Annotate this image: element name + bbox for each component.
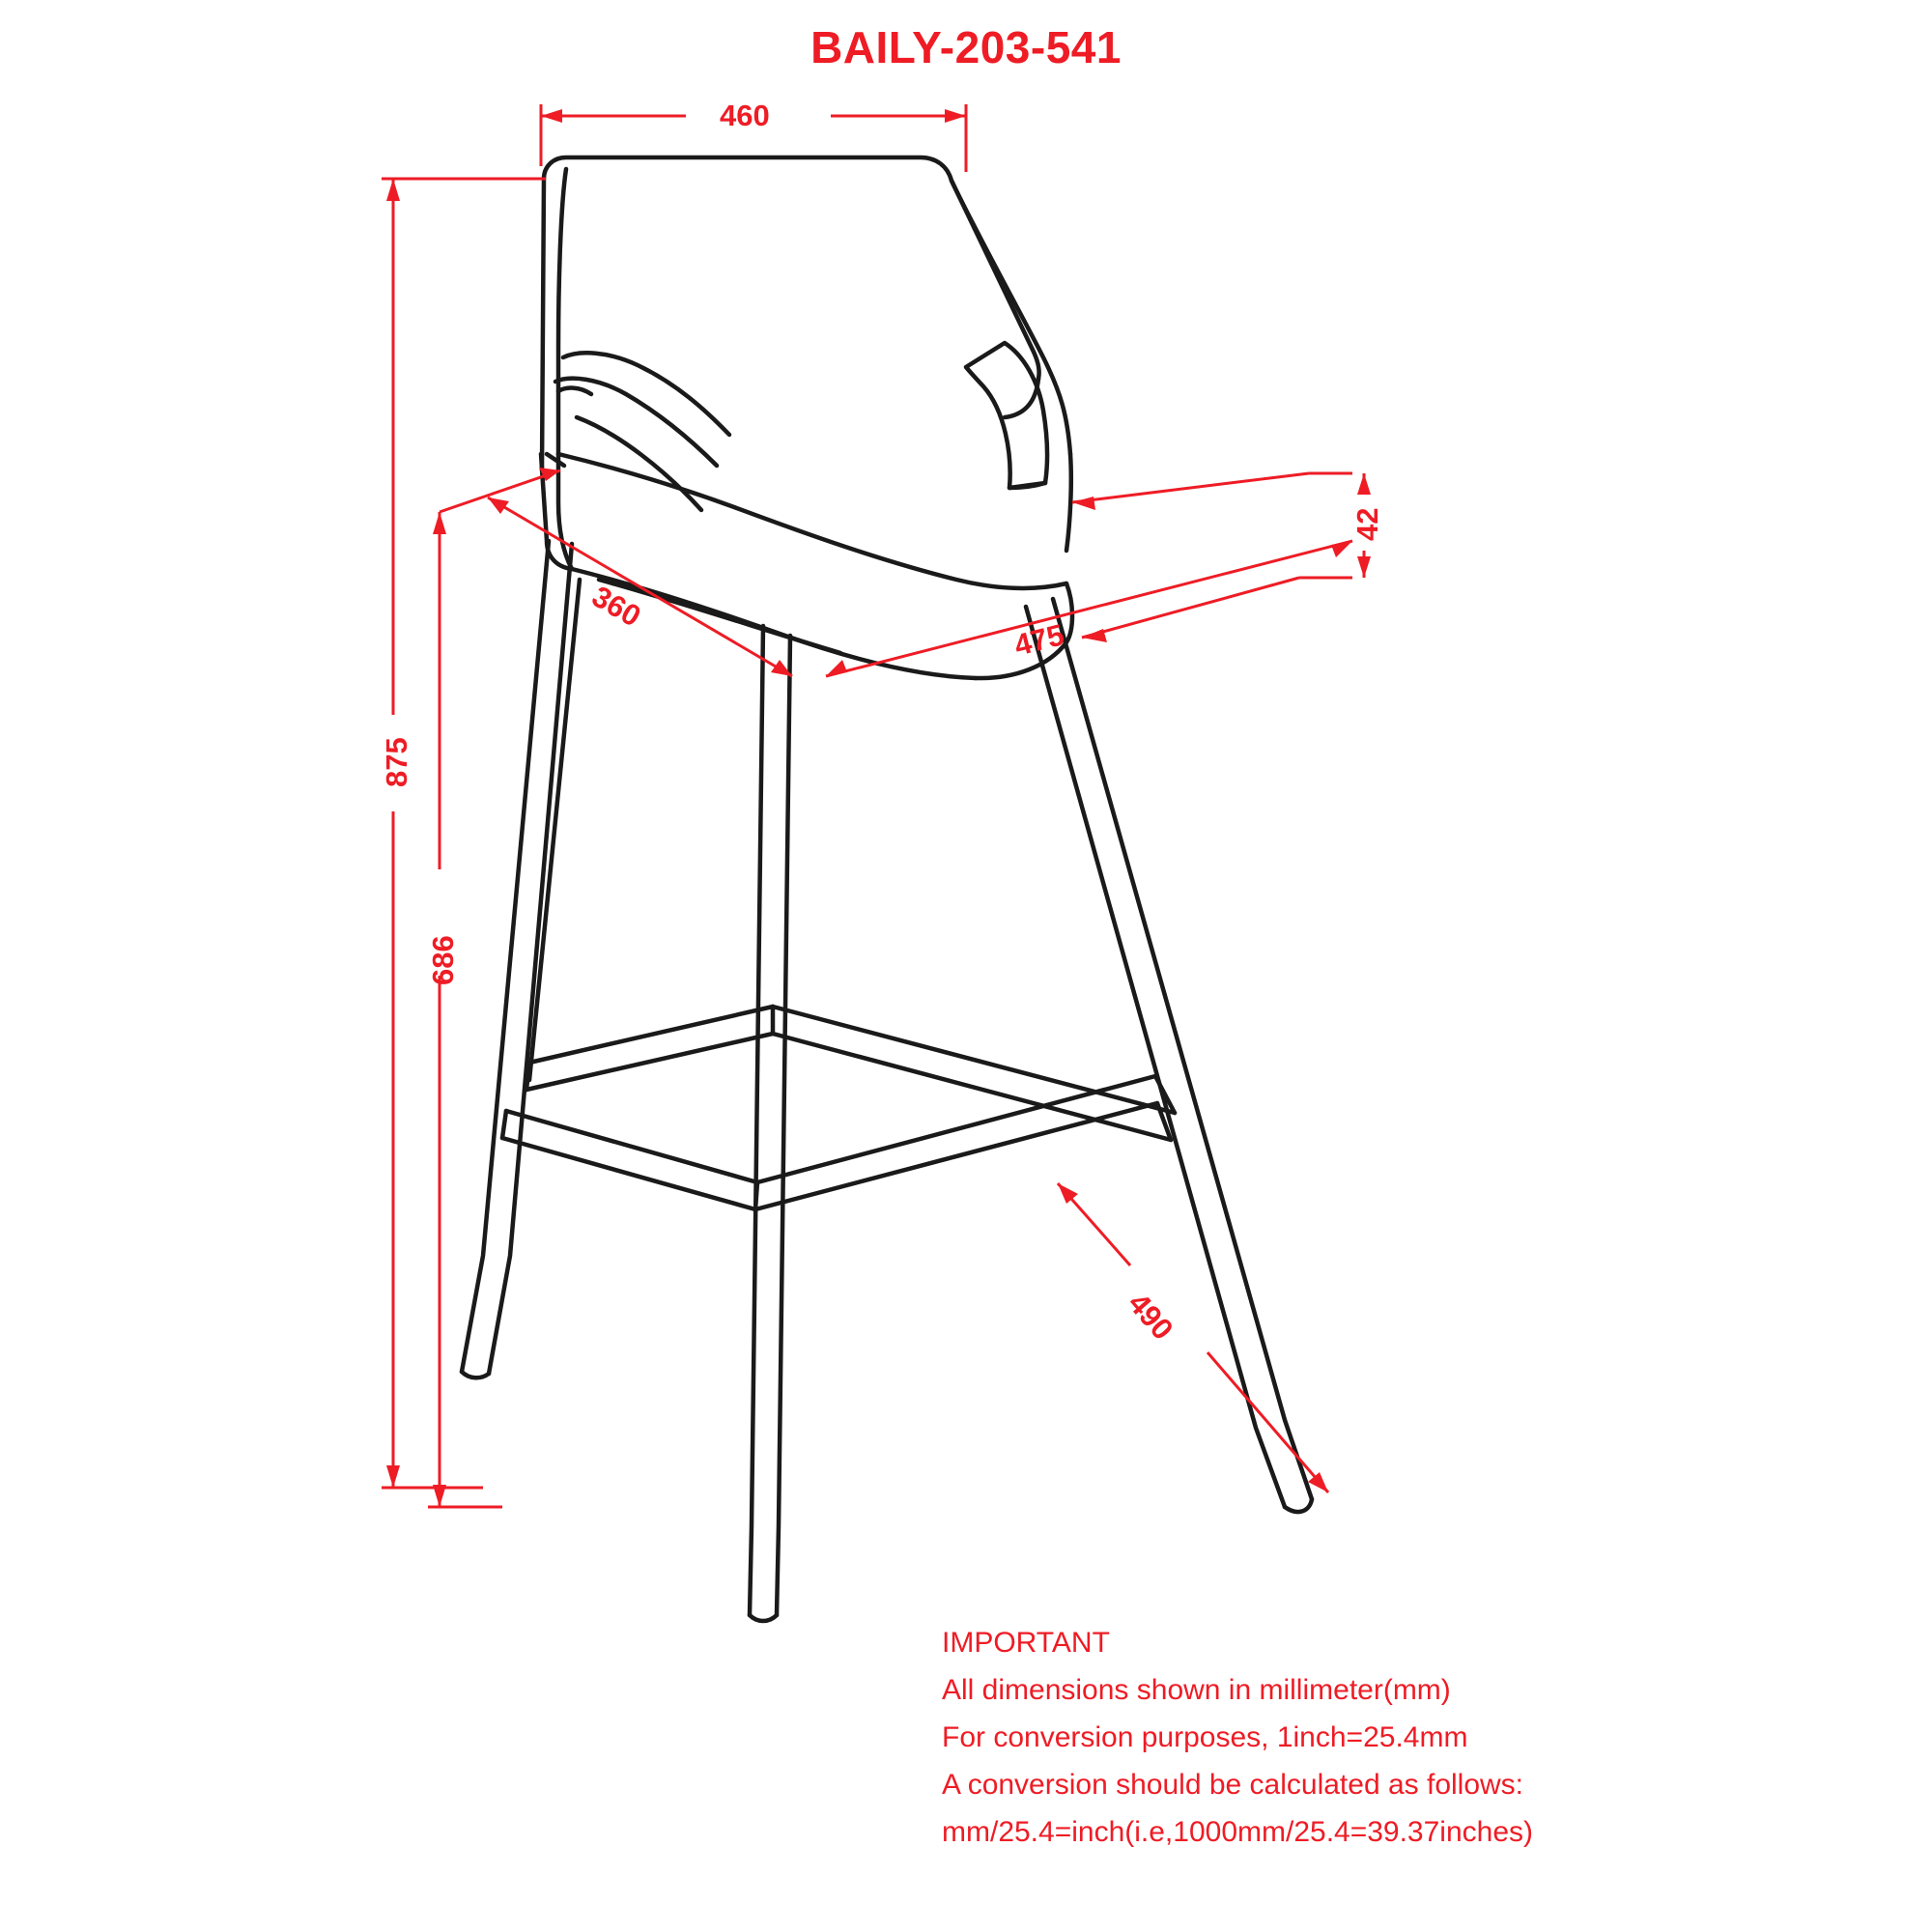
dimension-label-460: 460 bbox=[720, 99, 770, 132]
notes-line-2: For conversion purposes, 1inch=25.4mm bbox=[942, 1721, 1468, 1753]
notes-heading: IMPORTANT bbox=[942, 1627, 1110, 1659]
stool-body-outline bbox=[462, 157, 1312, 1621]
important-notes bbox=[942, 1619, 1533, 1856]
notes-line-1: All dimensions shown in millimeter(mm) bbox=[942, 1674, 1451, 1706]
dimension-label-490: 490 bbox=[1122, 1286, 1180, 1347]
notes-line-3: A conversion should be calculated as follows: bbox=[942, 1769, 1524, 1801]
dimension-label-875: 875 bbox=[380, 737, 413, 787]
dimension-label-686: 686 bbox=[426, 935, 460, 985]
dimension-label-42: 42 bbox=[1350, 507, 1384, 541]
dimension-label-360: 360 bbox=[585, 579, 647, 634]
notes-line-4: mm/25.4=inch(i.e,1000mm/25.4=39.37inches) bbox=[942, 1816, 1534, 1848]
dimension-lines bbox=[382, 104, 1371, 1507]
dimension-label-475: 475 bbox=[1010, 617, 1068, 663]
page-title: BAILY-203-541 bbox=[810, 22, 1122, 72]
